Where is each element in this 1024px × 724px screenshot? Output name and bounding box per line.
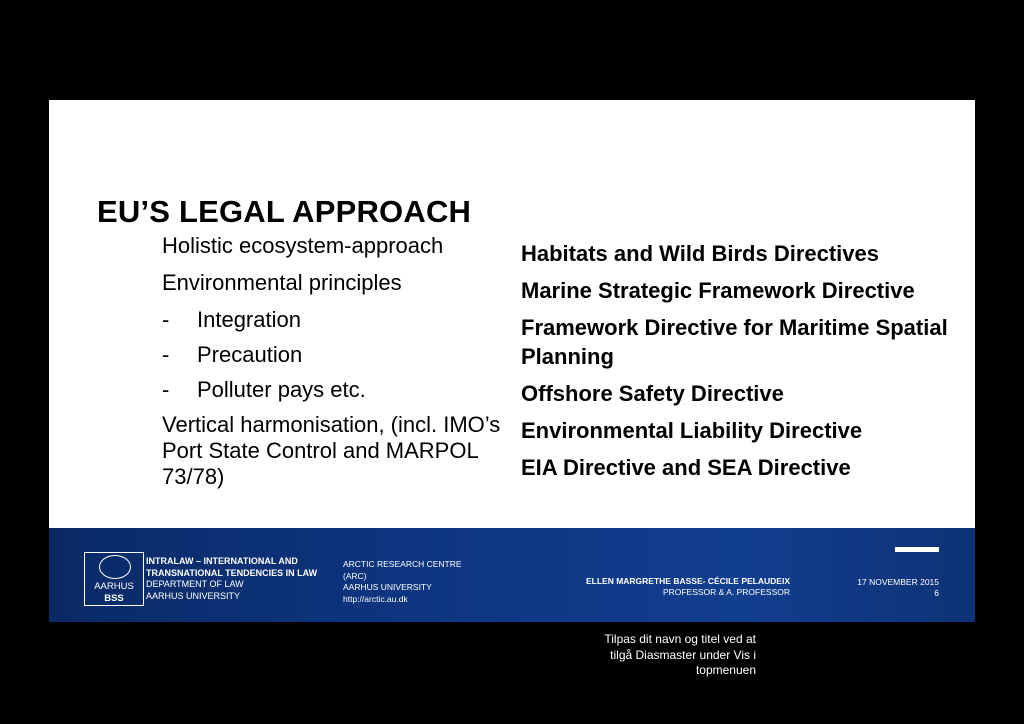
bullet-precaution — [162, 342, 502, 368]
bullet-integration — [162, 307, 502, 333]
left-item-vertical: Vertical harmonisation, (incl. IMO’s Port State Control and MARPOL 73/78) — [162, 412, 501, 489]
right-column — [521, 239, 961, 490]
left-item-principles: Environmental principles — [162, 270, 402, 295]
footer-band — [49, 528, 975, 622]
directive-item: Habitats and Wild Birds Directives — [521, 241, 880, 266]
arc-url: http://arctic.au.dk — [343, 593, 408, 604]
directive-item: Framework Directive for Maritime Spatial Planning — [521, 315, 948, 369]
arc-line: (ARC) — [343, 570, 367, 581]
slide-date: 17 NOVEMBER 2015 — [857, 577, 939, 587]
directive-item: Marine Strategic Framework Directive — [521, 278, 915, 303]
directive-item: EIA Directive and SEA Directive — [521, 455, 851, 480]
institution-line: DEPARTMENT OF LAW — [146, 579, 244, 589]
arc-line: ARCTIC RESEARCH CENTRE — [343, 559, 462, 569]
bullet-text: Integration — [197, 307, 301, 332]
author-roles: PROFESSOR & A. PROFESSOR — [662, 587, 790, 597]
bullet-text: Polluter pays etc. — [197, 377, 366, 402]
author-block — [586, 576, 790, 598]
institution-line: AARHUS UNIVERSITY — [146, 590, 241, 601]
bullet-text: Precaution — [197, 342, 303, 367]
accent-bar — [895, 547, 939, 552]
template-note: Tilpas dit navn og titel ved at tilgå Diasmaster under Vis i topmenuen — [604, 632, 756, 677]
aarhus-bss-logo — [84, 552, 144, 606]
university-seal-icon — [99, 555, 131, 579]
logo-text-bss: BSS — [104, 593, 124, 604]
slide — [49, 100, 975, 622]
directive-item: Environmental Liability Directive — [521, 418, 863, 443]
arc-line: AARHUS UNIVERSITY — [343, 582, 432, 592]
slide-title: EU’S LEGAL APPROACH — [97, 194, 472, 229]
bullet-dash: - — [162, 307, 170, 332]
left-item-holistic: Holistic ecosystem-approach — [162, 233, 444, 258]
institution-line: INTRALAW – INTERNATIONAL AND — [146, 556, 298, 566]
bullet-polluter-pays — [162, 377, 502, 403]
institution-line: TRANSNATIONAL TENDENCIES IN LAW — [146, 567, 318, 578]
bullet-dash: - — [162, 342, 170, 367]
bullet-dash: - — [162, 377, 170, 402]
directive-item: Offshore Safety Directive — [521, 381, 784, 406]
logo-text-aarhus: AARHUS — [94, 581, 134, 592]
left-column — [162, 233, 502, 501]
date-block — [857, 577, 939, 599]
arc-block — [343, 559, 462, 605]
page-number: 6 — [934, 588, 939, 598]
author-names: ELLEN MARGRETHE BASSE- CÉCILE PELAUDEIX — [585, 576, 790, 586]
institution-block — [146, 556, 317, 602]
